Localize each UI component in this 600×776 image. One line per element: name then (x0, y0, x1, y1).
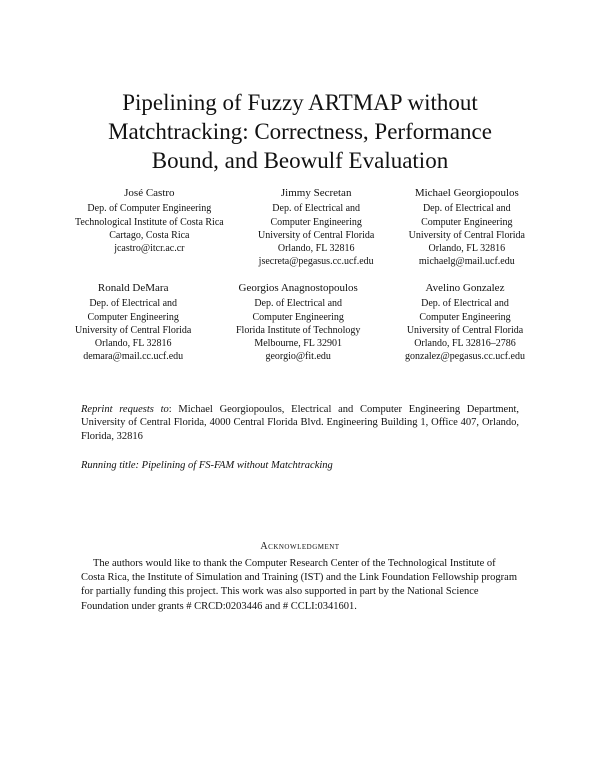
reprint-label: Reprint requests to (81, 404, 169, 415)
acknowledgment-text: The authors would like to thank the Computer Research Center of the Technological Institute of Costa Rica, the Institute of Simulation and Training (IST) and the Link Foundation Fellowship program for partially funding this project. This work was also supported in part by the National Science Foundation under grants # CRCD:0203446 and # CCLI:0341601. (81, 558, 518, 612)
reprint-text: : Michael Georgiopoulos, Electrical and Computer Engineering Department, University of Central Florida, 4000 Central Florida Blvd. Engineering Building 1, Office 407, Orlando, Florida, 32816 (81, 404, 519, 442)
author-email: jcastro@itcr.ac.cr (114, 243, 185, 255)
author-affiliation: Florida Institute of Technology (236, 324, 361, 336)
author-address: Orlando, FL 32816 (277, 243, 355, 255)
author-address: Orlando, FL 32816–2786 (414, 338, 516, 350)
author-affiliation: Computer Engineering (419, 311, 511, 323)
author-email: demara@mail.cc.ucf.edu (83, 351, 184, 363)
author-address: Orlando, FL 32816 (94, 338, 172, 350)
author-block (75, 187, 224, 269)
reprint-requests (81, 403, 519, 443)
author-affiliation: Computer Engineering (270, 216, 362, 228)
author-affiliation: University of Central Florida (257, 229, 375, 241)
author-name: Georgios Anagnostopoulos (238, 282, 358, 294)
author-block (405, 282, 525, 364)
author-block (258, 187, 374, 269)
title-line-1: Pipelining of Fuzzy ARTMAP without (122, 90, 478, 115)
author-affiliation: Dep. of Electrical and (422, 203, 511, 215)
author-affiliation: University of Central Florida (75, 324, 192, 336)
author-block (236, 282, 360, 364)
author-row-2 (75, 282, 525, 364)
title-line-2: Matchtracking: Correctness, Performance (108, 119, 492, 144)
author-name: Ronald DeMara (97, 282, 169, 294)
author-block (409, 187, 525, 269)
author-block (75, 282, 191, 364)
author-address: Melbourne, FL 32901 (254, 338, 343, 350)
acknowledgment-heading: Acknowledgment (260, 541, 340, 552)
author-affiliation: Computer Engineering (252, 311, 344, 323)
author-address: Orlando, FL 32816 (428, 243, 506, 255)
running-title: Running title: Pipelining of FS-FAM without Matchtracking (81, 460, 333, 471)
author-affiliation: University of Central Florida (406, 324, 524, 336)
author-affiliation: Dep. of Electrical and (272, 203, 361, 215)
author-affiliation: Technological Institute of Costa Rica (75, 216, 224, 228)
author-name: Michael Georgiopoulos (414, 187, 519, 199)
author-affiliation: Dep. of Electrical and (254, 298, 343, 310)
author-affiliation: Dep. of Electrical and (89, 298, 178, 310)
author-name: Avelino Gonzalez (425, 282, 505, 294)
author-email: georgio@fit.edu (265, 351, 331, 363)
author-affiliation: Dep. of Electrical and (421, 298, 509, 310)
author-affiliation: Computer Engineering (87, 311, 179, 323)
title-line-3: Bound, and Beowulf Evaluation (151, 148, 449, 173)
author-email: michaelg@mail.ucf.edu (418, 256, 515, 268)
author-email: jsecreta@pegasus.cc.ucf.edu (258, 256, 374, 268)
author-affiliation: Dep. of Computer Engineering (87, 203, 212, 215)
author-affiliation: University of Central Florida (408, 229, 525, 241)
author-name: José Castro (124, 187, 175, 199)
paper-title (60, 88, 540, 175)
author-name: Jimmy Secretan (280, 187, 352, 199)
author-affiliation: Computer Engineering (421, 216, 513, 228)
author-email: gonzalez@pegasus.cc.ucf.edu (405, 351, 525, 363)
acknowledgment-body (81, 557, 519, 614)
author-address: Cartago, Costa Rica (109, 229, 190, 241)
author-row-1 (75, 187, 525, 269)
